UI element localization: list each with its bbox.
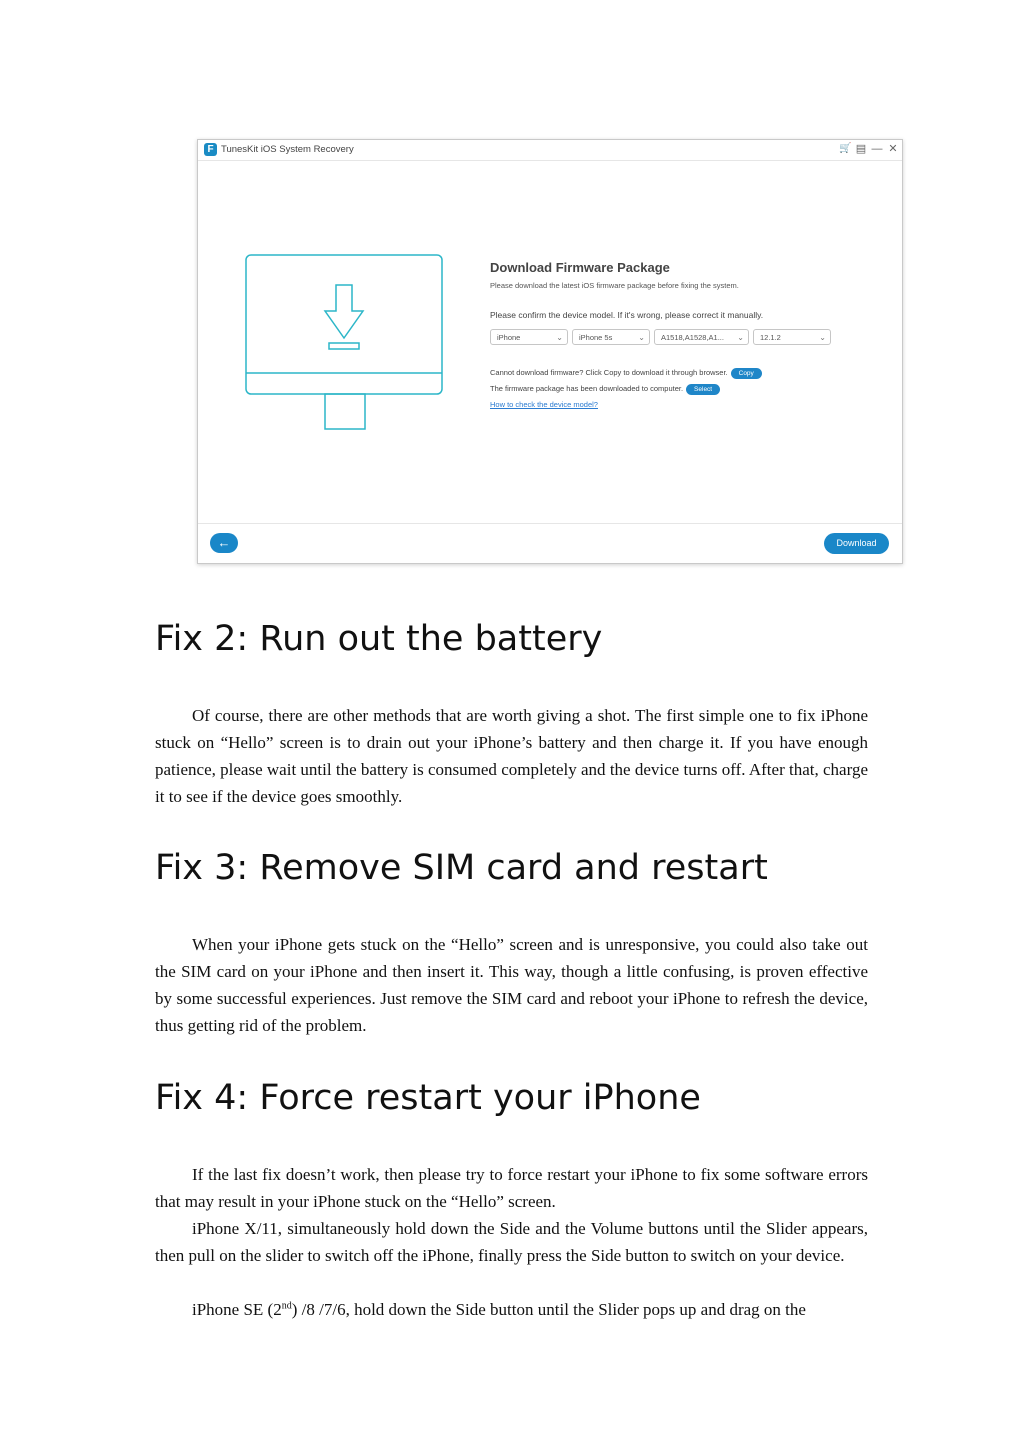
footer-divider: [198, 523, 902, 524]
chevron-down-icon: ⌄: [638, 333, 645, 342]
select-note: The firmware package has been downloaded to computer. Select: [490, 381, 890, 397]
chevron-down-icon: ⌄: [556, 333, 563, 342]
device-type-select[interactable]: iPhone ⌄: [490, 329, 568, 345]
window-controls: [839, 142, 899, 156]
panel-subtitle: Please download the latest iOS firmware package before fixing the system.: [490, 281, 739, 290]
app-window-screenshot: [197, 139, 903, 564]
back-button[interactable]: [210, 533, 238, 553]
menu-icon[interactable]: ▤: [855, 143, 867, 155]
panel-title: Download Firmware Package: [490, 260, 670, 275]
check-model-link[interactable]: How to check the device model?: [490, 400, 598, 409]
select-button[interactable]: Select: [686, 384, 720, 395]
fix2-heading: Fix 2: Run out the battery: [155, 619, 603, 659]
fix4-paragraph-2: iPhone X/11, simultaneously hold down the Side and the Volume buttons until the Slider appears, then pull on the slider to switch off the iPhone, finally press the Side button to switch on your device.: [155, 1219, 868, 1265]
cart-icon[interactable]: 🛒: [839, 143, 852, 154]
chevron-down-icon: ⌄: [819, 333, 826, 342]
download-button[interactable]: Download: [824, 533, 889, 554]
fix4-paragraph-1: If the last fix doesn’t work, then please try to force restart your iPhone to fix some software errors that may result in your iPhone stuck on the “Hello” screen.: [155, 1165, 868, 1211]
app-title: TunesKit iOS System Recovery: [221, 144, 354, 155]
fix2-paragraph: Of course, there are other methods that are worth giving a shot. The first simple one to fix iPhone stuck on “Hello” screen is to drain out your iPhone’s battery and then charge it. If you have enough patience, please wait until the battery is consumed completely and the device turns off. After that, charge it to see if the device goes smoothly.: [155, 706, 868, 806]
back-arrow-icon: ←: [217, 535, 231, 550]
title-bar: [198, 140, 902, 161]
device-model-select[interactable]: iPhone 5s ⌄: [572, 329, 650, 345]
ios-version-select[interactable]: 12.1.2 ⌄: [753, 329, 831, 345]
confirm-text: Please confirm the device model. If it's wrong, please correct it manually.: [490, 310, 764, 320]
copy-note: Cannot download firmware? Click Copy to download it through browser. Copy: [490, 365, 890, 381]
download-arrow-icon: [325, 285, 363, 349]
chevron-down-icon: ⌄: [737, 333, 744, 342]
monitor-download-illustration: [245, 254, 445, 434]
firmware-panel: [490, 260, 890, 413]
copy-button[interactable]: Copy: [731, 368, 762, 379]
model-number-select[interactable]: A1518,A1528,A1... ⌄: [654, 329, 749, 345]
minimize-icon[interactable]: —: [871, 143, 883, 155]
app-logo-icon: F: [204, 143, 217, 156]
close-icon[interactable]: ✕: [888, 143, 898, 155]
device-model-selects: [490, 329, 890, 345]
fix4-heading: Fix 4: Force restart your iPhone: [155, 1078, 701, 1118]
fix3-paragraph: When your iPhone gets stuck on the “Hello” screen and is unresponsive, you could also take out the SIM card on your iPhone and then insert it. This way, though a little confusing, is proven effective by some successful experiences. Just remove the SIM card and reboot your iPhone to refresh the device, thus getting rid of the problem.: [155, 935, 868, 1035]
fix3-heading: Fix 3: Remove SIM card and restart: [155, 848, 768, 888]
fix4-paragraph-3: iPhone SE (2nd) /8 /7/6, hold down the Side button until the Slider pops up and drag on the: [192, 1300, 806, 1319]
